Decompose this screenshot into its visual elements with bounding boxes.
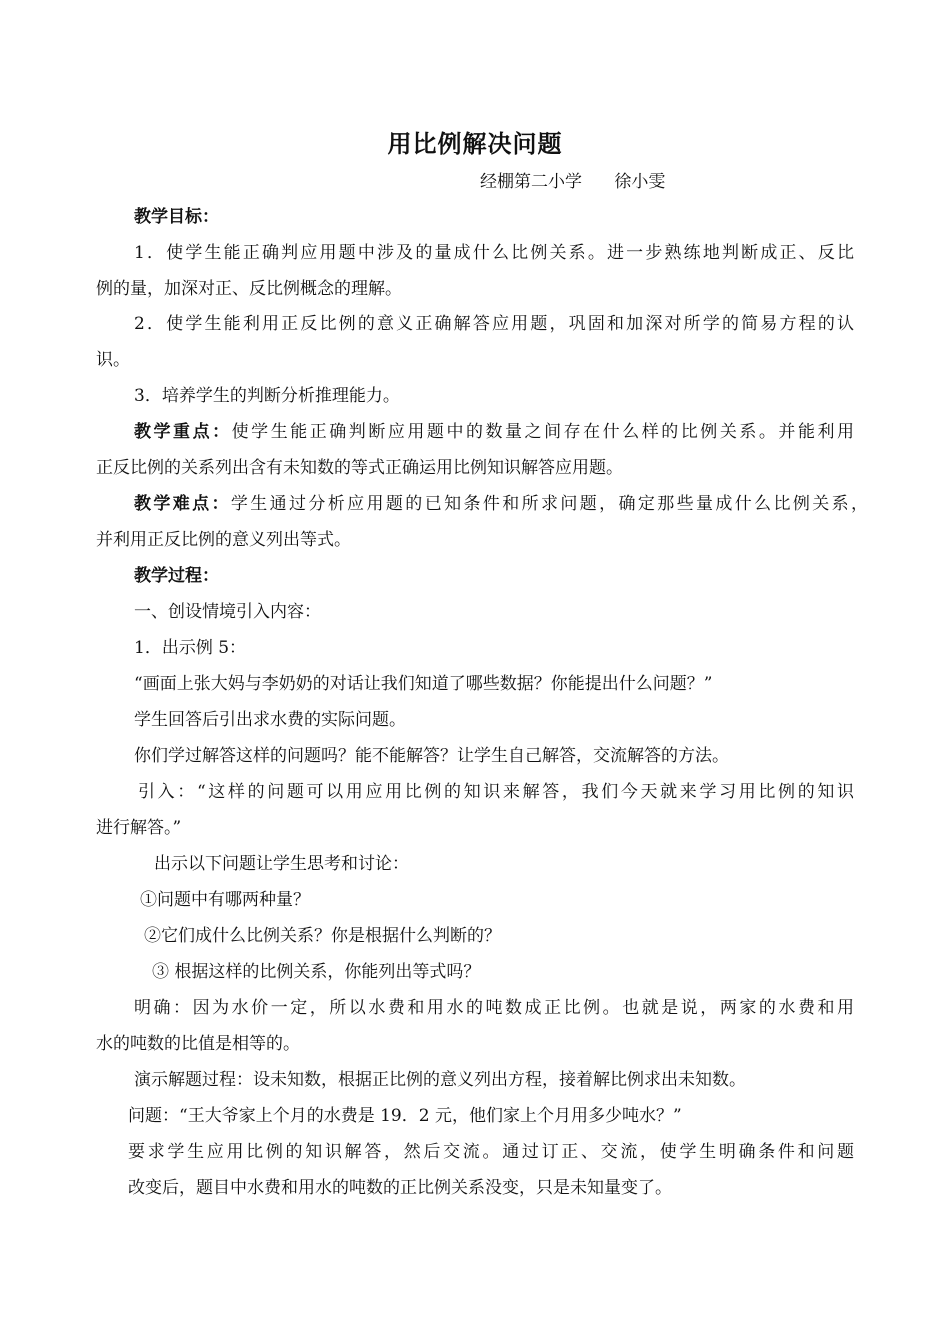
goals-heading: 教学目标： (134, 207, 219, 227)
question-3: ③ 根据这样的比例关系，你能列出等式吗？ (152, 962, 481, 982)
goal-2-line-1: 2．使学生能利用正反比例的意义正确解答应用题，巩固和加深对所学的简易方程的认 (134, 314, 854, 334)
key-point-line-2: 正反比例的关系列出含有未知数的等式正确运用比例知识解答应用题。 (96, 458, 623, 478)
discussion-prompt: 出示以下问题让学生思考和讨论： (154, 854, 409, 874)
requirement-line-2: 改变后，题目中水费和用水的吨数的正比例关系没变，只是未知量变了。 (128, 1178, 672, 1198)
question-2: ②它们成什么比例关系？你是根据什么判断的？ (144, 926, 501, 946)
section-1-heading: 一、创设情境引入内容： (134, 602, 321, 622)
intro-line-1: 引入：“这样的问题可以用应用比例的知识来解答，我们今天就来学习用比例的知识 (138, 782, 854, 802)
document-title: 用比例解决问题 (387, 129, 563, 158)
difficult-point-line-2: 并利用正反比例的意义列出等式。 (96, 530, 351, 550)
problem-question: 问题：“王大爷家上个月的水费是 19．2 元，他们家上个月用多少吨水？” (128, 1106, 682, 1126)
difficult-point-label: 教学难点： (134, 494, 231, 514)
author-line: 经棚第二小学 徐小雯 (480, 172, 666, 192)
clarify-line-2: 水的吨数的比值是相等的。 (96, 1034, 300, 1054)
key-point-label: 教学重点： (134, 422, 232, 442)
goal-1-line-2: 例的量，加深对正、反比例概念的理解。 (96, 279, 402, 299)
difficult-point-text: 学生通过分析应用题的已知条件和所求问题，确定那些量成什么比例关系， (230, 494, 869, 514)
key-point-text: 使学生能正确判断应用题中的数量之间存在什么样的比例关系。并能利用 (231, 422, 855, 442)
intro-line-2: 进行解答。” (96, 818, 182, 838)
process-heading: 教学过程： (134, 566, 219, 586)
requirement-line-1: 要求学生应用比例的知识解答，然后交流。通过订正、交流，使学生明确条件和问题 (128, 1142, 854, 1162)
goal-2-line-2: 识。 (96, 350, 130, 370)
key-point-line-1 (134, 418, 854, 446)
difficult-point-line-1 (134, 490, 868, 518)
step-1: 1．出示例 5： (134, 638, 247, 658)
demo-paragraph: 演示解题过程：设未知数，根据正比例的意义列出方程，接着解比例求出未知数。 (134, 1070, 746, 1090)
quote-1: “画面上张大妈与李奶奶的对话让我们知道了哪些数据？你能提出什么问题？” (134, 674, 713, 694)
clarify-line-1: 明确：因为水价一定，所以水费和用水的吨数成正比例。也就是说，两家的水费和用 (134, 998, 854, 1018)
goal-1-line-1: 1．使学生能正确判应用题中涉及的量成什么比例关系。进一步熟练地判断成正、反比 (134, 243, 854, 263)
question-1: ①问题中有哪两种量？ (140, 890, 310, 910)
goal-3: 3．培养学生的判断分析推理能力。 (134, 386, 400, 406)
paragraph-1: 学生回答后引出求水费的实际问题。 (134, 710, 406, 730)
paragraph-2: 你们学过解答这样的问题吗？能不能解答？让学生自己解答，交流解答的方法。 (134, 746, 729, 766)
